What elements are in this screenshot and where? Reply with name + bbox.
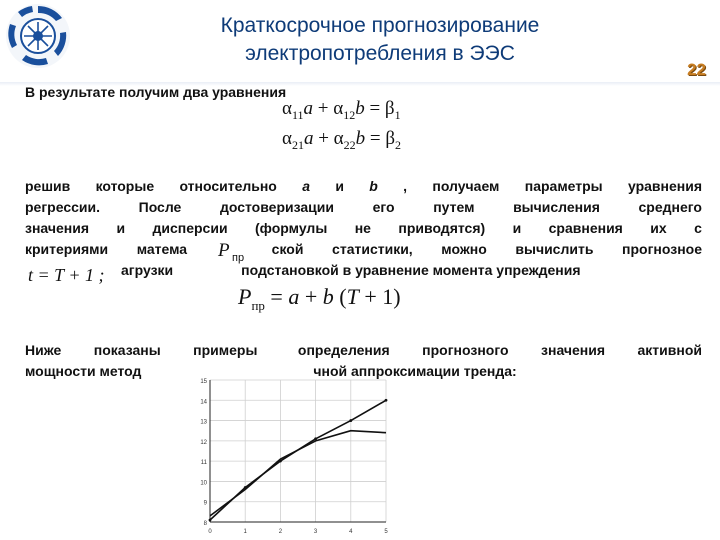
para2-line-1: решив которые относительно a и b , получаем параметры уравнения bbox=[25, 178, 702, 194]
series-point bbox=[209, 519, 212, 522]
x-tick-label: 0 bbox=[208, 529, 212, 535]
page-number: 22 bbox=[687, 60, 706, 79]
title-line-1: Краткосрочное прогнозирование bbox=[220, 14, 540, 37]
svg-text:α11a + α12b = β1: $\alpha_{11}a$ + $\alpha_{12}b$ = $\beta_1$ bbox=[282, 98, 401, 122]
y-tick-label: 13 bbox=[200, 419, 207, 426]
paragraph-regression bbox=[25, 176, 702, 281]
intro-text: В результате получим два уравнения bbox=[25, 84, 287, 100]
para2-line-3: значения и дисперсии (формулы не приводятся) и сравнения их с bbox=[25, 220, 702, 236]
para3-line-2: мощности метод чной аппроксимации тренда: bbox=[25, 363, 517, 379]
slide-header bbox=[0, 0, 720, 86]
y-tick-label: 10 bbox=[200, 480, 207, 487]
series-point bbox=[385, 399, 388, 402]
para2-line-4: критериями матема ской статистики, можно вычислить прогнозное bbox=[25, 241, 702, 257]
x-tick-label: 3 bbox=[313, 529, 318, 535]
page-title bbox=[120, 12, 640, 68]
svg-text:α21a + α22b = β2: $\alpha_{21}a$ + $\alpha_{22}b$ = $\beta_2$ bbox=[282, 128, 402, 152]
series-line-2 bbox=[210, 431, 386, 516]
y-tick-label: 15 bbox=[200, 379, 207, 385]
trend-chart bbox=[196, 370, 396, 540]
p-pr-symbol bbox=[216, 238, 252, 264]
forecast-equation bbox=[236, 280, 442, 314]
para2-line-5: агрузки подстановкой в уравнение момента упреждения bbox=[121, 262, 581, 278]
svg-text:пр: пр bbox=[232, 252, 245, 264]
para2-line-2: регрессии. После достоверизации его путем вычисления среднего bbox=[25, 199, 702, 215]
x-tick-label: 1 bbox=[243, 529, 247, 535]
svg-text:P: P bbox=[218, 240, 230, 261]
y-tick-label: 11 bbox=[200, 460, 207, 467]
svg-text:Pпр = a + b (T + 1): $P_{пр}$ = a + b (T + 1) bbox=[238, 284, 401, 313]
y-tick-label: 8 bbox=[203, 521, 207, 527]
y-tick-label: 12 bbox=[200, 439, 207, 446]
y-tick-label: 9 bbox=[203, 500, 207, 507]
series-point bbox=[349, 419, 352, 422]
equation-system bbox=[276, 94, 446, 156]
t-definition bbox=[26, 263, 126, 287]
title-line-2: электропотребления в ЭЭС bbox=[245, 42, 515, 65]
para3-line-1: Ниже показаны примеры определения прогнозного значения активной bbox=[25, 342, 702, 358]
svg-text:t = T + 1 ;: t = T + 1 ; bbox=[28, 265, 105, 285]
x-tick-label: 4 bbox=[349, 529, 353, 535]
x-tick-label: 2 bbox=[278, 529, 283, 535]
sun-flame-logo-icon bbox=[4, 2, 72, 70]
x-tick-label: 5 bbox=[384, 529, 388, 535]
y-tick-label: 14 bbox=[200, 399, 207, 406]
